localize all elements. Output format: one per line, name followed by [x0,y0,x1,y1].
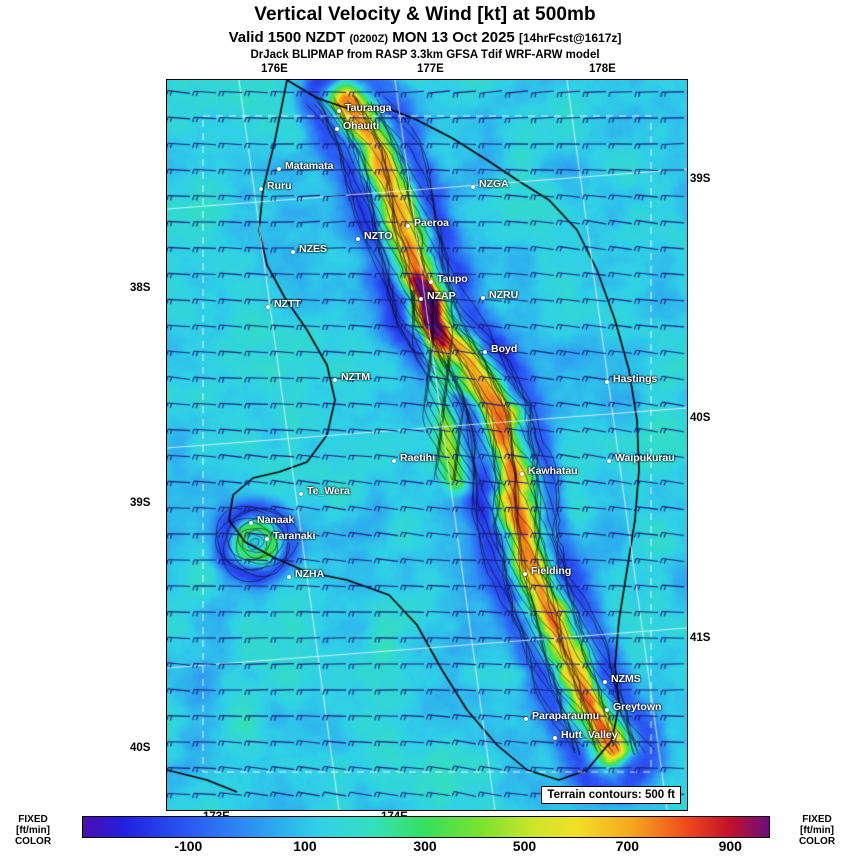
station-dot [607,459,611,463]
station-label: Taranaki [273,530,316,542]
header-block [0,0,850,61]
station-dot [299,492,303,496]
lon-label: 176E [261,63,288,75]
station-dot [520,472,524,476]
station-dot [483,350,487,354]
station-label: Paeroa [414,217,450,229]
station-label: Te_Wera [307,485,350,497]
forecast-bracket: [14hrFcst@1617z] [518,31,622,45]
station-label: Paraparaumu [532,710,600,722]
station-dot [471,185,475,189]
colorbar-tick-labels [82,838,768,856]
station-label: NZAP [427,290,456,302]
lat-label: 41S [690,632,711,644]
station-dot [481,296,485,300]
station-label: Hutt_Valley [561,729,618,741]
lat-label: 40S [690,412,711,424]
station-dot [287,575,291,579]
cb-left-units: [ft/min] [16,825,50,836]
colorbar-left-caption [3,814,63,847]
lon-label: 177E [417,63,444,75]
valid-time-line [0,29,850,46]
station-label: NZES [299,243,328,255]
station-dot [392,459,396,463]
weather-map[interactable] [166,79,688,811]
colorbar-tick: 900 [718,838,742,854]
station-dot [605,380,609,384]
station-dot [524,717,528,721]
colorbar-tick: 700 [615,838,640,854]
colorbar-tick: 100 [293,838,317,854]
station-label: Ruru [267,180,292,192]
station-label: NZHA [295,568,325,580]
lat-label: 39S [690,173,711,185]
station-dot [605,708,609,712]
cb-left-fixed: FIXED [18,814,48,825]
station-dot [406,224,410,228]
colorbar-row [0,814,850,856]
station-label: Kawhatau [528,465,578,477]
station-dot [333,378,337,382]
station-dot [266,305,270,309]
colorbar-right-caption [787,814,847,847]
station-dot [291,250,295,254]
station-dot [259,187,263,191]
station-label: NZTT [274,298,301,310]
colorbar-tick: 300 [413,838,437,854]
lat-label: 38S [130,282,151,294]
station-dot [553,736,557,740]
station-label: NZRU [489,289,519,301]
terrain-contour-note: Terrain contours: 500 ft [541,786,681,804]
station-label: Hastings [613,373,658,385]
station-label: Greytown [613,701,662,713]
valid-date: MON 13 Oct 2025 [392,29,515,46]
cb-right-units: [ft/min] [800,825,834,836]
station-dot [335,127,339,131]
station-dot [265,537,269,541]
station-label: NZGA [479,178,509,190]
station-label: Matamata [285,160,334,172]
station-dot [249,521,253,525]
colorbar-tick: -100 [174,838,203,854]
station-dot [523,572,527,576]
station-label: Nanaak [257,514,295,526]
colorbar-gradient [82,816,770,838]
valid-utc: (0200Z) [349,33,389,45]
cb-right-fixed: FIXED [802,814,832,825]
station-label: Raetihi [400,452,436,464]
lat-label: 40S [130,742,151,754]
lat-label: 39S [130,497,151,509]
station-label: NZMS [611,673,641,685]
page-title: Vertical Velocity & Wind [kt] at 500mb [254,4,596,25]
lon-label: 178E [589,63,616,75]
map-raster [167,80,687,810]
colorbar-tick: 500 [512,838,537,854]
station-label: NZTM [341,371,371,383]
station-dot [603,680,607,684]
valid-prefix: Valid 1500 NZDT [228,29,346,46]
station-dot [356,237,360,241]
station-dot [419,297,423,301]
station-label: Waipukurau [615,452,675,464]
station-dot [337,109,341,113]
station-dot [277,167,281,171]
cb-left-color: COLOR [14,836,52,847]
station-label: Boyd [491,343,518,355]
station-label: Taupo [437,273,468,285]
station-label: Ohauiti [343,120,380,132]
cb-right-color: COLOR [798,836,836,847]
station-label: Tauranga [345,102,392,114]
station-dot [429,280,433,284]
station-label: Fielding [531,565,572,577]
station-label: NZTO [364,230,393,242]
model-line: DrJack BLIPMAP from RASP 3.3km GFSA Tdif WRF-ARW model [250,49,600,61]
